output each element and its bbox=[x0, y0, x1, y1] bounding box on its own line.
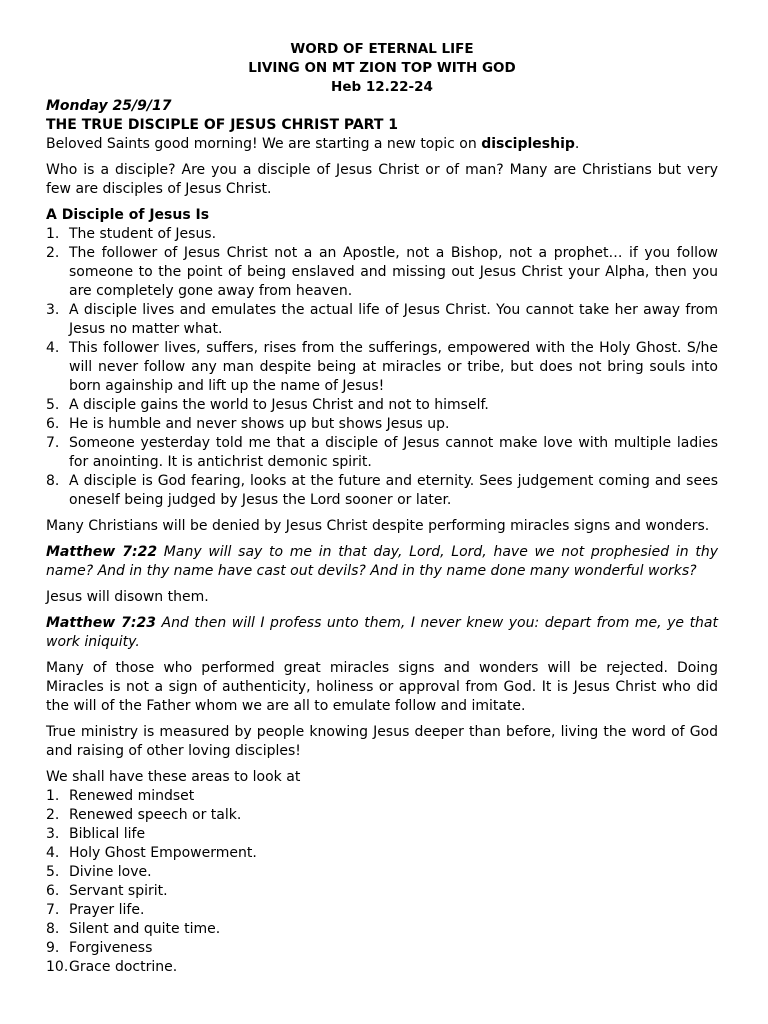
list-text: Someone yesterday told me that a disciple of Jesus cannot make love with multiple ladies for anointing. It is antichrist demonic spirit. bbox=[69, 435, 718, 470]
list-number: 1. bbox=[46, 788, 60, 804]
list-text: Divine love. bbox=[69, 864, 152, 880]
list-number: 4. bbox=[46, 845, 60, 861]
rejected-paragraph: Many of those who performed great miracles signs and wonders will be rejected. Doing Miracles is not a sign of authenticity, holiness or approval from God. It is Jesus Christ who did the will of the Father whom we are all to emulate follow and imitate. bbox=[46, 660, 718, 714]
list-item bbox=[46, 434, 718, 472]
document-body bbox=[46, 40, 718, 977]
list-text: Renewed mindset bbox=[69, 788, 195, 804]
list-text: He is humble and never shows up but shows Jesus up. bbox=[69, 416, 450, 432]
list-number: 3. bbox=[46, 302, 60, 318]
list-item bbox=[46, 920, 718, 939]
intro-paragraph bbox=[46, 135, 718, 154]
list-text: Forgiveness bbox=[69, 940, 153, 956]
document-title: THE TRUE DISCIPLE OF JESUS CHRIST PART 1 bbox=[46, 117, 398, 133]
list-item bbox=[46, 882, 718, 901]
areas-list bbox=[46, 787, 718, 977]
verse-text: Many will say to me in that day, Lord, Lord, have we not prophesied in thy name? And in thy name have cast out devils? And in thy name done many wonderful works? bbox=[46, 544, 718, 579]
list-item bbox=[46, 939, 718, 958]
list-item bbox=[46, 396, 718, 415]
document-header bbox=[46, 40, 718, 97]
list-text: A disciple gains the world to Jesus Christ and not to himself. bbox=[69, 397, 489, 413]
list-text: A disciple lives and emulates the actual life of Jesus Christ. You cannot take her away from Jesus no matter what. bbox=[69, 302, 718, 337]
list-text: Servant spirit. bbox=[69, 883, 168, 899]
verse-reference: Matthew 7:22 bbox=[46, 544, 158, 560]
header-line-3: Heb 12.22-24 bbox=[331, 79, 433, 95]
list-item bbox=[46, 787, 718, 806]
list-item bbox=[46, 301, 718, 339]
list-item bbox=[46, 415, 718, 434]
list-item bbox=[46, 225, 718, 244]
list-number: 8. bbox=[46, 473, 60, 489]
list-item bbox=[46, 844, 718, 863]
intro-end: . bbox=[574, 136, 580, 152]
intro-bold-word: discipleship bbox=[481, 136, 575, 152]
areas-intro: We shall have these areas to look at bbox=[46, 769, 301, 785]
list-item bbox=[46, 339, 718, 396]
list-number: 6. bbox=[46, 883, 60, 899]
intro-text: Beloved Saints good morning! We are starting a new topic on bbox=[46, 136, 482, 152]
list-item bbox=[46, 472, 718, 510]
list-number: 3. bbox=[46, 826, 60, 842]
verse-text: And then will I profess unto them, I never knew you: depart from me, ye that work iniquity. bbox=[46, 615, 718, 650]
list-item bbox=[46, 806, 718, 825]
list-text: Prayer life. bbox=[69, 902, 145, 918]
list-item bbox=[46, 863, 718, 882]
list-item bbox=[46, 958, 718, 977]
verse-matthew-7-23 bbox=[46, 614, 718, 652]
list-text: Holy Ghost Empowerment. bbox=[69, 845, 257, 861]
list-text: Biblical life bbox=[69, 826, 146, 842]
list-text: A disciple is God fearing, looks at the future and eternity. Sees judgement coming and sees oneself being judged by Jesus the Lord sooner or later. bbox=[69, 473, 718, 508]
list-number: 6. bbox=[46, 416, 60, 432]
list-text: Silent and quite time. bbox=[69, 921, 221, 937]
verse-reference: Matthew 7:23 bbox=[46, 615, 156, 631]
header-line-2: LIVING ON MT ZION TOP WITH GOD bbox=[248, 60, 516, 76]
list-number: 1. bbox=[46, 226, 60, 242]
date-line: Monday 25/9/17 bbox=[46, 98, 172, 114]
list-text: This follower lives, suffers, rises from the sufferings, empowered with the Holy Ghost. S/he will never follow any man despite being at miracles or tribe, but does not bring souls into born againship and lift up the name of Jesus! bbox=[69, 340, 718, 394]
list-text: The follower of Jesus Christ not a an Apostle, not a Bishop, not a prophet… if you follow someone to the point of being enslaved and missing out Jesus Christ your Alpha, then you are completely gone away from heaven. bbox=[69, 245, 718, 299]
header-line-1: WORD OF ETERNAL LIFE bbox=[290, 41, 474, 57]
list-number: 4. bbox=[46, 340, 60, 356]
list-item bbox=[46, 901, 718, 920]
who-paragraph: Who is a disciple? Are you a disciple of Jesus Christ or of man? Many are Christians but very few are disciples of Jesus Christ. bbox=[46, 162, 718, 197]
list-item bbox=[46, 825, 718, 844]
disciple-list bbox=[46, 225, 718, 510]
list-number: 10. bbox=[46, 959, 69, 975]
list-number: 2. bbox=[46, 807, 60, 823]
list-number: 5. bbox=[46, 864, 60, 880]
subheading: A Disciple of Jesus Is bbox=[46, 207, 210, 223]
list-number: 2. bbox=[46, 245, 60, 261]
verse-matthew-7-22 bbox=[46, 543, 718, 581]
list-text: Renewed speech or talk. bbox=[69, 807, 242, 823]
ministry-paragraph: True ministry is measured by people knowing Jesus deeper than before, living the word of God and raising of other loving disciples! bbox=[46, 724, 718, 759]
list-number: 7. bbox=[46, 902, 60, 918]
denied-paragraph: Many Christians will be denied by Jesus Christ despite performing miracles signs and wonders. bbox=[46, 518, 710, 534]
list-number: 8. bbox=[46, 921, 60, 937]
list-item bbox=[46, 244, 718, 301]
disown-paragraph: Jesus will disown them. bbox=[46, 589, 209, 605]
list-text: The student of Jesus. bbox=[69, 226, 217, 242]
list-number: 9. bbox=[46, 940, 60, 956]
list-text: Grace doctrine. bbox=[69, 959, 178, 975]
list-number: 5. bbox=[46, 397, 60, 413]
list-number: 7. bbox=[46, 435, 60, 451]
